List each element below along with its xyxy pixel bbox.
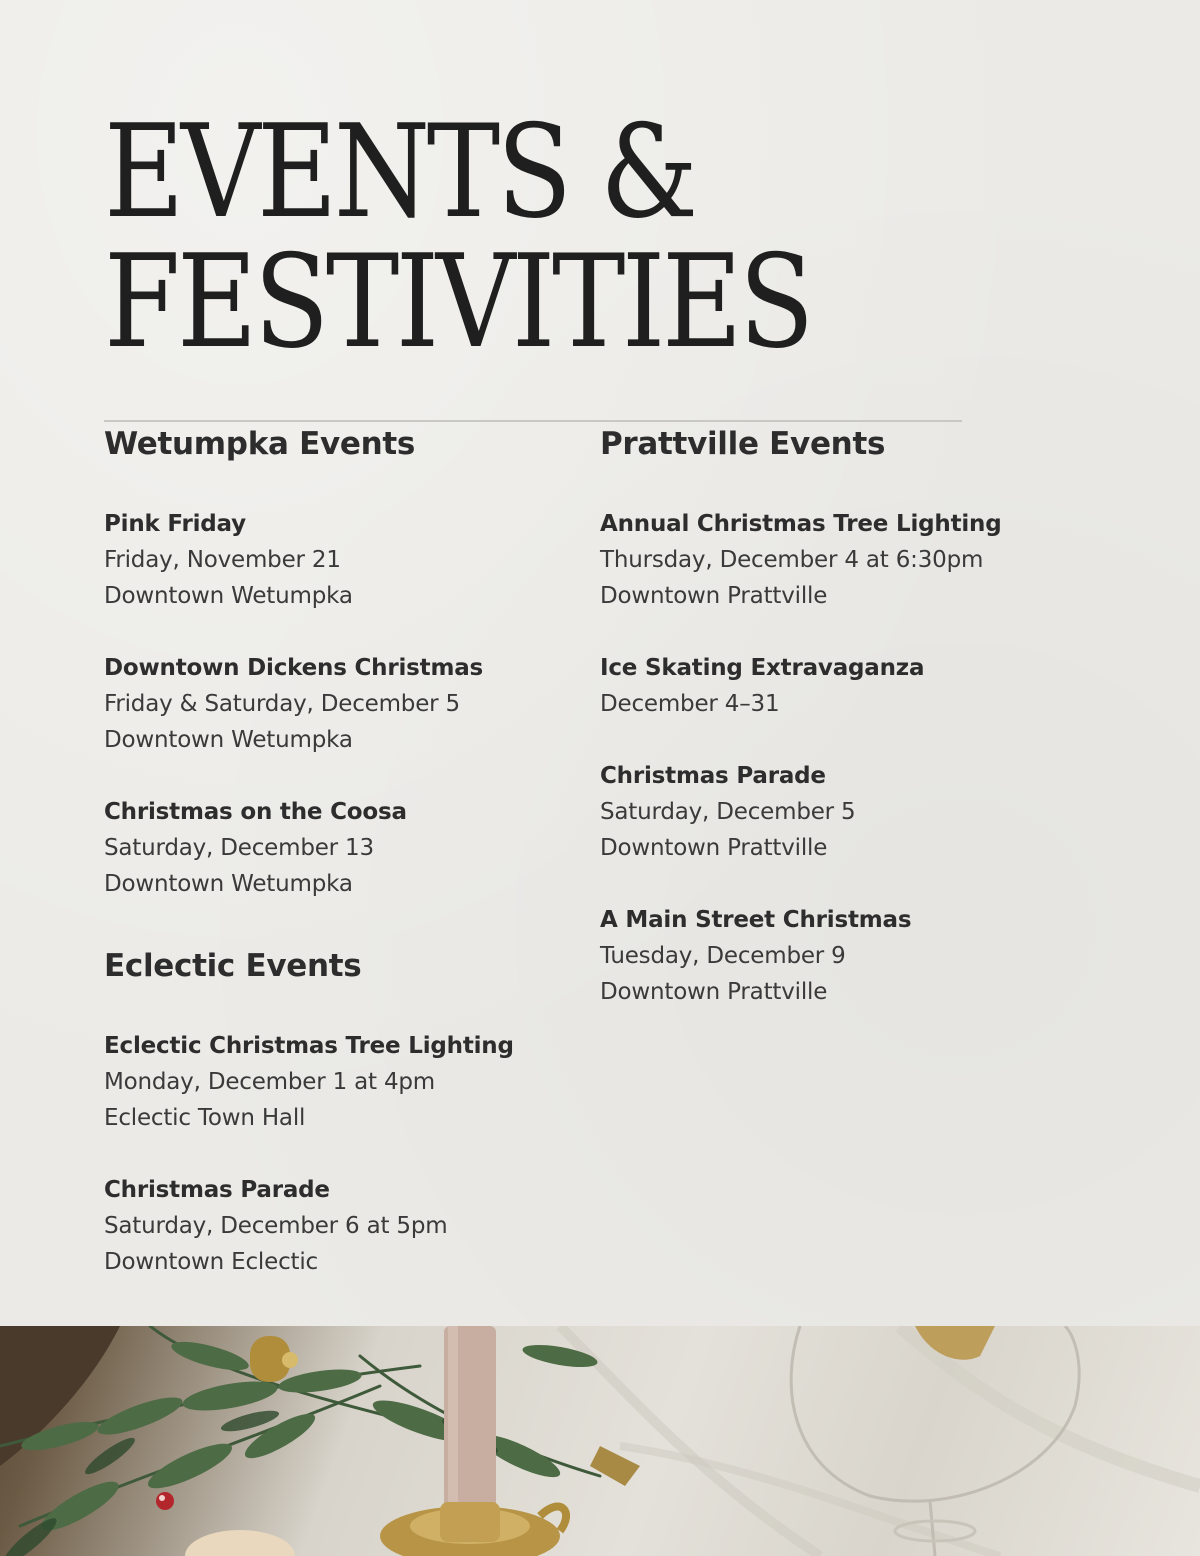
event-location: Downtown Wetumpka: [104, 583, 353, 609]
right-column: [600, 424, 1120, 1046]
event-name: A Main Street Christmas: [600, 907, 912, 933]
event-name: Ice Skating Extravaganza: [600, 655, 925, 681]
event-item: [104, 1172, 584, 1280]
event-date: Friday & Saturday, December 5: [104, 691, 460, 717]
event-location: Downtown Prattville: [600, 979, 828, 1005]
event-location: Eclectic Town Hall: [104, 1105, 306, 1131]
event-name: Christmas Parade: [104, 1177, 330, 1203]
event-item: [600, 650, 1120, 722]
event-date: Saturday, December 6 at 5pm: [104, 1213, 448, 1239]
event-item: [600, 506, 1120, 614]
wetumpka-heading: Wetumpka Events: [104, 426, 416, 462]
holiday-table-photo: [0, 1326, 1200, 1556]
event-name: Annual Christmas Tree Lighting: [600, 511, 1002, 537]
event-date: Friday, November 21: [104, 547, 341, 573]
event-name: Pink Friday: [104, 511, 246, 537]
event-date: Tuesday, December 9: [600, 943, 846, 969]
event-date: Saturday, December 13: [104, 835, 374, 861]
title-line-2: FESTIVITIES: [104, 228, 811, 377]
event-item: [104, 1028, 584, 1136]
event-name: Eclectic Christmas Tree Lighting: [104, 1033, 514, 1059]
eclectic-section: [104, 946, 584, 1280]
event-name: Downtown Dickens Christmas: [104, 655, 484, 681]
eclectic-events: [104, 1028, 584, 1280]
event-name: Christmas on the Coosa: [104, 799, 407, 825]
event-item: [600, 902, 1120, 1010]
event-date: Saturday, December 5: [600, 799, 856, 825]
event-date: Monday, December 1 at 4pm: [104, 1069, 436, 1095]
title-line-1: EVENTS &: [104, 98, 695, 247]
event-location: Downtown Wetumpka: [104, 727, 353, 753]
eclectic-heading: Eclectic Events: [104, 948, 362, 984]
event-location: Downtown Prattville: [600, 835, 828, 861]
event-location: Downtown Eclectic: [104, 1249, 318, 1275]
event-item: [104, 650, 584, 758]
prattville-heading: Prattville Events: [600, 426, 886, 462]
wetumpka-events: [104, 506, 584, 902]
event-date: Thursday, December 4 at 6:30pm: [600, 547, 984, 573]
event-location: Downtown Prattville: [600, 583, 828, 609]
prattville-events: [600, 506, 1120, 1010]
event-item: [104, 794, 584, 902]
left-column: [104, 424, 584, 1316]
page-title: [104, 98, 811, 377]
event-item: [104, 506, 584, 614]
divider-rule: [104, 420, 962, 422]
event-location: Downtown Wetumpka: [104, 871, 353, 897]
event-name: Christmas Parade: [600, 763, 826, 789]
event-date: December 4–31: [600, 691, 780, 717]
event-item: [600, 758, 1120, 866]
photo-illustration: [0, 1326, 1200, 1556]
